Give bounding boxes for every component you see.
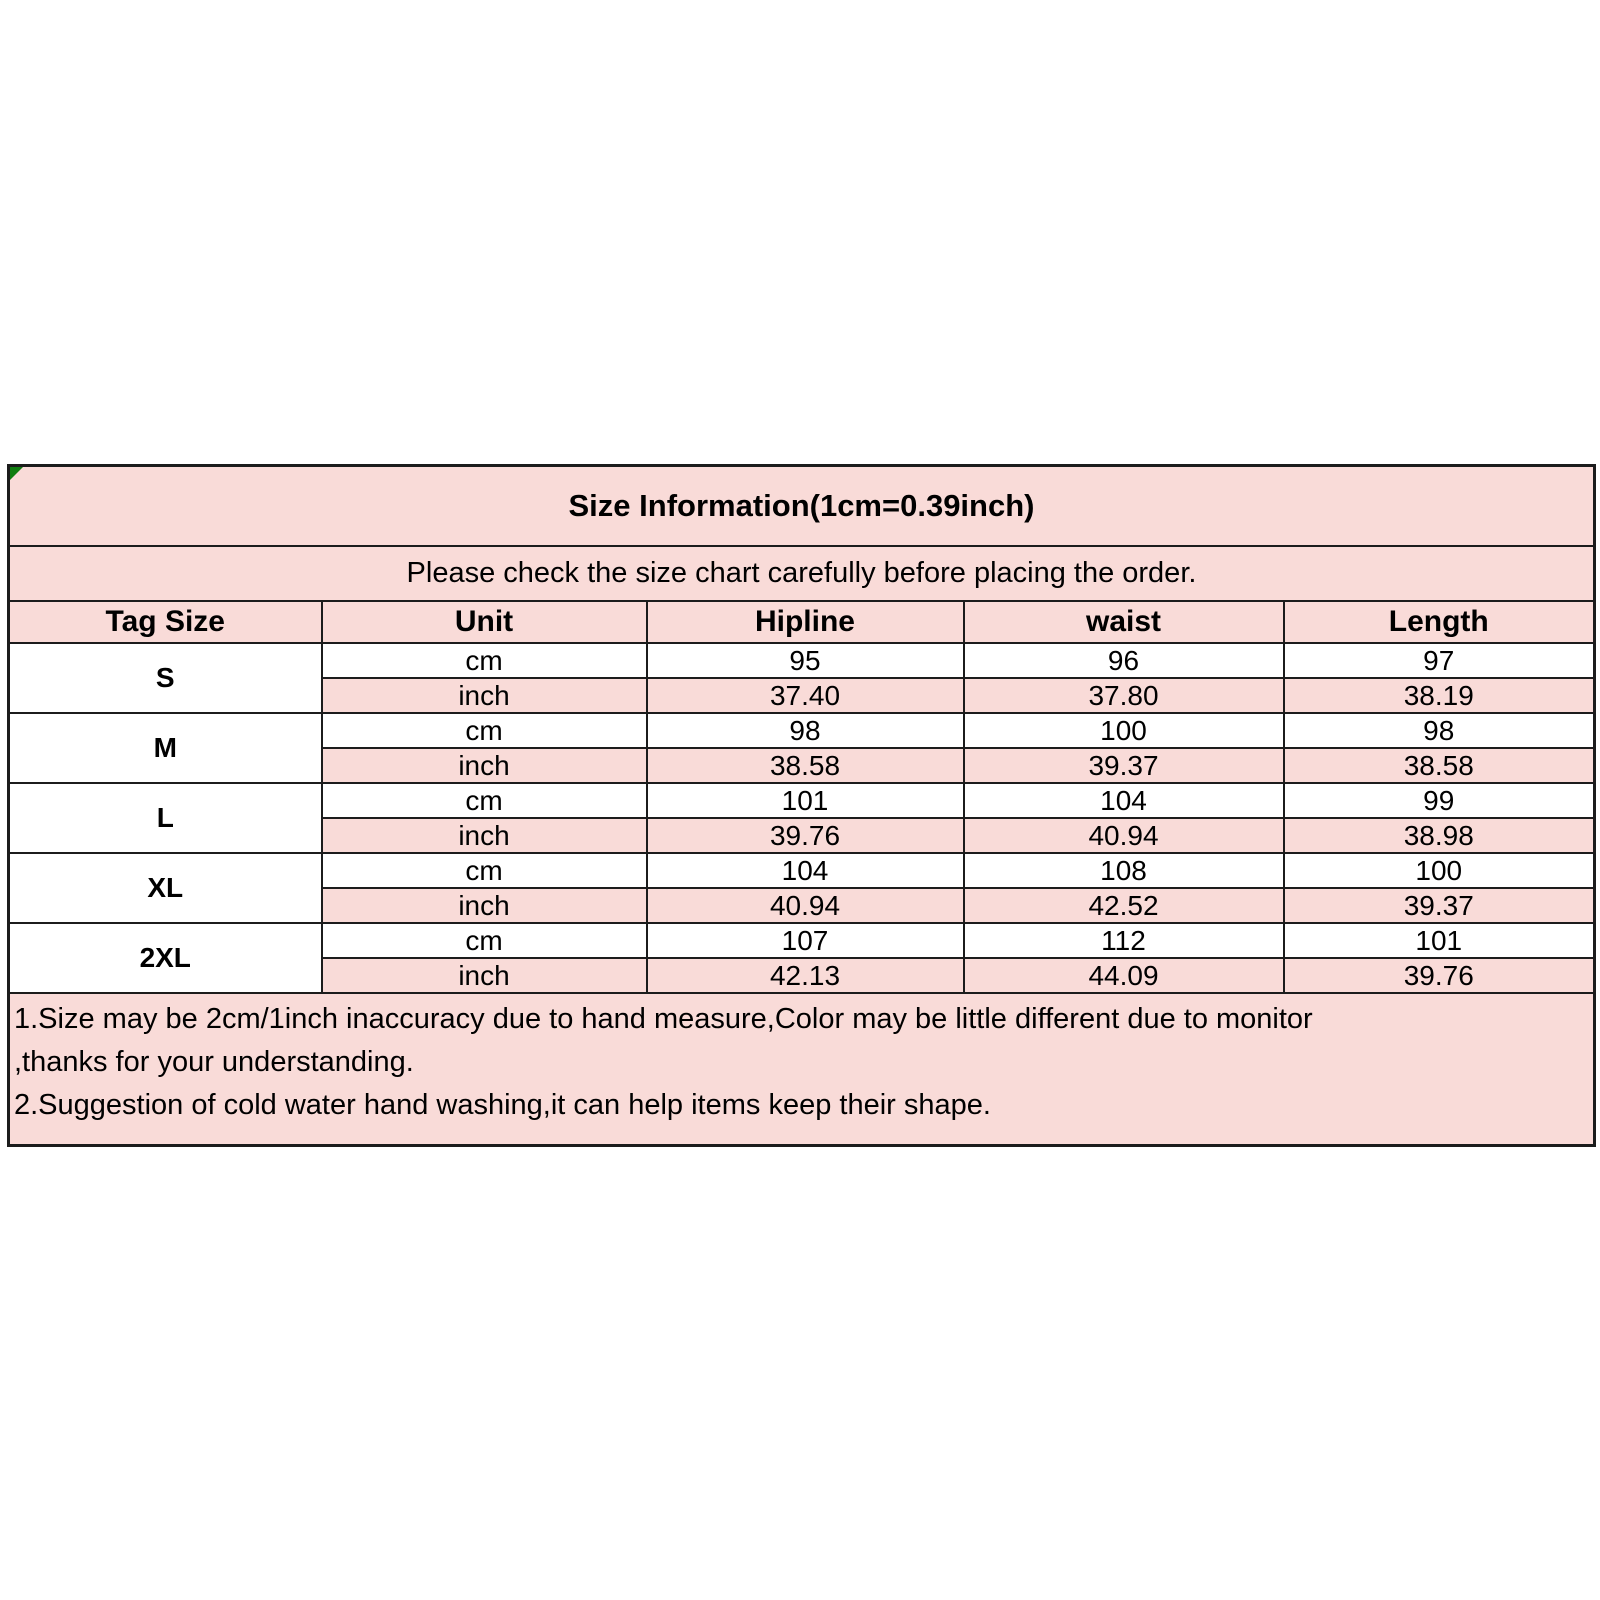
- table-row-xl-cm: [9, 853, 1595, 888]
- value-cell: 98: [647, 713, 964, 748]
- column-header-row: [9, 601, 1595, 643]
- unit-label: cm: [322, 643, 647, 678]
- unit-label: inch: [322, 748, 647, 783]
- subtitle-row: [9, 546, 1595, 601]
- value-cell: 101: [647, 783, 964, 818]
- value-cell: 107: [647, 923, 964, 958]
- value-cell: 95: [647, 643, 964, 678]
- table-row-2xl-cm: [9, 923, 1595, 958]
- value-cell: 101: [1284, 923, 1595, 958]
- col-header-hipline: Hipline: [647, 601, 964, 643]
- value-cell: 38.58: [647, 748, 964, 783]
- value-cell: 100: [1284, 853, 1595, 888]
- value-cell: 104: [964, 783, 1284, 818]
- unit-label: inch: [322, 678, 647, 713]
- value-cell: 100: [964, 713, 1284, 748]
- value-cell: 37.80: [964, 678, 1284, 713]
- unit-label: cm: [322, 783, 647, 818]
- col-header-tag-size: Tag Size: [9, 601, 322, 643]
- table-row-s-cm: [9, 643, 1595, 678]
- col-header-length: Length: [1284, 601, 1595, 643]
- note-line-3: 2.Suggestion of cold water hand washing,it can help items keep their shape.: [14, 1089, 991, 1121]
- note-line-1: 1.Size may be 2cm/1inch inaccuracy due to hand measure,Color may be little different due to monitor: [14, 1003, 1313, 1035]
- size-chart-sheet: [7, 464, 1593, 1147]
- value-cell: 97: [1284, 643, 1595, 678]
- value-cell: 37.40: [647, 678, 964, 713]
- col-header-waist: waist: [964, 601, 1284, 643]
- value-cell: 108: [964, 853, 1284, 888]
- chart-title: Size Information(1cm=0.39inch): [568, 488, 1035, 523]
- value-cell: 40.94: [964, 818, 1284, 853]
- value-cell: 39.76: [1284, 958, 1595, 993]
- value-cell: 98: [1284, 713, 1595, 748]
- value-cell: 42.52: [964, 888, 1284, 923]
- note-line-2: ,thanks for your understanding.: [14, 1046, 414, 1078]
- value-cell: 39.76: [647, 818, 964, 853]
- tag-size-l: L: [9, 783, 322, 853]
- value-cell: 38.19: [1284, 678, 1595, 713]
- notes-cell: [9, 993, 1595, 1146]
- chart-title-cell: [9, 466, 1595, 547]
- tag-size-2xl: 2XL: [9, 923, 322, 993]
- table-row-l-cm: [9, 783, 1595, 818]
- unit-label: inch: [322, 888, 647, 923]
- value-cell: 42.13: [647, 958, 964, 993]
- value-cell: 112: [964, 923, 1284, 958]
- tag-size-s: S: [9, 643, 322, 713]
- tag-size-xl: XL: [9, 853, 322, 923]
- unit-label: cm: [322, 853, 647, 888]
- unit-label: inch: [322, 818, 647, 853]
- value-cell: 39.37: [1284, 888, 1595, 923]
- size-chart-table: [7, 464, 1596, 1147]
- notes-row: [9, 993, 1595, 1146]
- col-header-unit: Unit: [322, 601, 647, 643]
- value-cell: 38.98: [1284, 818, 1595, 853]
- value-cell: 39.37: [964, 748, 1284, 783]
- title-row: [9, 466, 1595, 547]
- unit-label: cm: [322, 713, 647, 748]
- green-corner-marker-icon: [10, 467, 23, 480]
- value-cell: 38.58: [1284, 748, 1595, 783]
- value-cell: 40.94: [647, 888, 964, 923]
- value-cell: 99: [1284, 783, 1595, 818]
- value-cell: 44.09: [964, 958, 1284, 993]
- unit-label: cm: [322, 923, 647, 958]
- value-cell: 96: [964, 643, 1284, 678]
- unit-label: inch: [322, 958, 647, 993]
- tag-size-m: M: [9, 713, 322, 783]
- chart-subtitle: Please check the size chart carefully before placing the order.: [9, 546, 1595, 601]
- value-cell: 104: [647, 853, 964, 888]
- table-row-m-cm: [9, 713, 1595, 748]
